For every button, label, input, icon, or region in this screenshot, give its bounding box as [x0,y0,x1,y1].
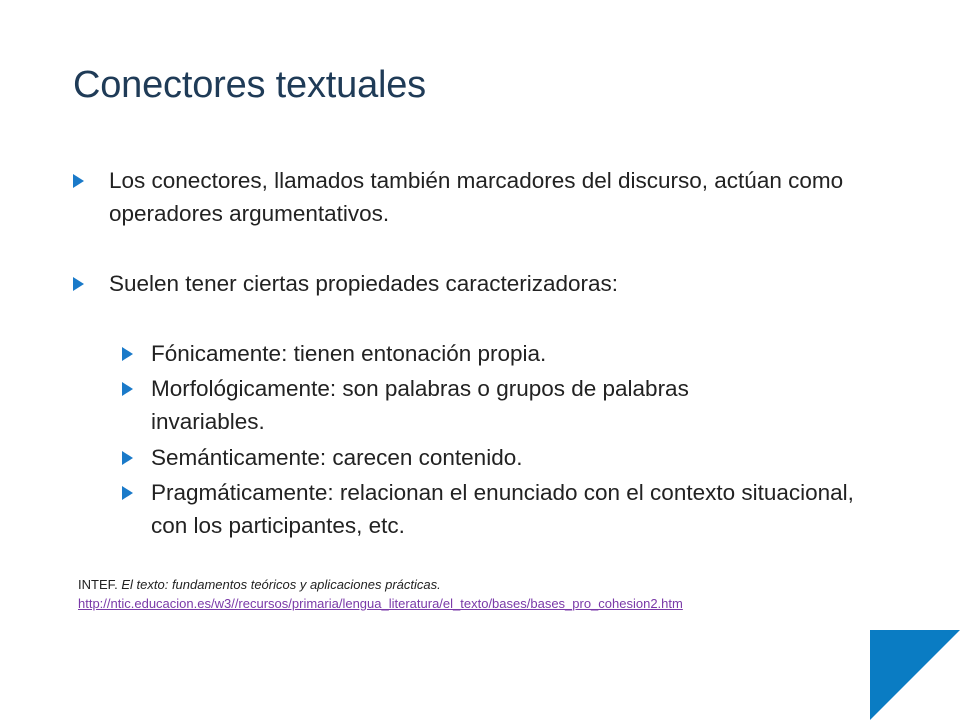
slide-title: Conectores textuales [73,64,426,106]
triangle-right-icon [73,277,84,291]
bullet-properties-intro [73,267,853,300]
reference-source [78,575,683,594]
bullet-text: Suelen tener ciertas propiedades caracterizadoras: [109,271,619,296]
triangle-right-icon [122,451,133,465]
sub-bullet-text: Pragmáticamente: relacionan el enunciado con el contexto situacional, con los participantes, etc. [151,480,854,538]
bullet-text: Los conectores, llamados también marcadores del discurso, actúan como operadores argumentativos. [109,168,844,226]
triangle-right-icon [122,382,133,396]
sub-bullet-text: Morfológicamente: son palabras o grupos de palabras invariables. [151,376,689,434]
triangle-right-icon [122,347,133,361]
reference-citation [78,575,683,613]
triangle-right-icon [122,486,133,500]
reference-author: INTEF. [78,577,118,592]
sub-bullet-fonicamente [122,337,862,370]
reference-work-title: El texto: fundamentos teóricos y aplicaciones prácticas. [121,577,441,592]
sub-bullet-text: Semánticamente: carecen contenido. [151,445,523,470]
corner-triangle-shape [870,630,960,720]
reference-link[interactable]: http://ntic.educacion.es/w3//recursos/primaria/lengua_literatura/el_texto/bases/bases_pro_cohesion2.htm [78,596,683,611]
triangle-right-icon [73,174,84,188]
sub-bullet-text: Fónicamente: tienen entonación propia. [151,341,547,366]
sub-bullet-semanticamente [122,441,862,474]
bullet-connectors-definition [73,164,853,230]
sub-bullet-pragmaticamente [122,476,862,542]
corner-triangle-icon [870,630,960,720]
sub-bullet-morfologicamente [122,372,802,438]
